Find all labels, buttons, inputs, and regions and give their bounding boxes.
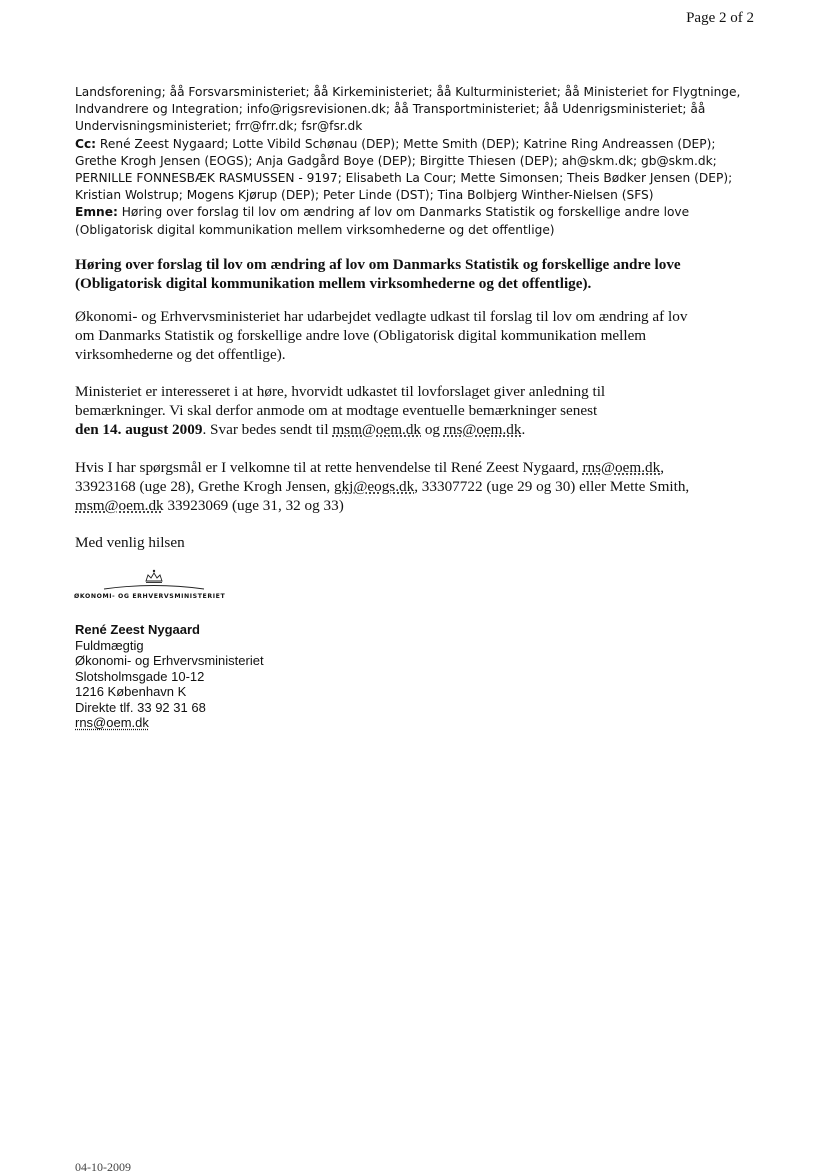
signer-title: Fuldmægtig [75,637,144,653]
document-title [75,255,765,293]
recipients-line: Indvandrere og Integration; info@rigsrevisionen.dk; åå Transportministeriet; åå Udenrigsministeriet; åå [75,102,706,117]
paragraph-intro [75,307,765,364]
subject-label: Emne: [75,205,118,220]
email-link-rns[interactable]: rns@oem.dk [443,421,522,438]
cc-line: PERNILLE FONNESBÆK RASMUSSEN - 9197; Elisabeth La Cour; Mette Simonsen; Theis Bødker Jensen (DEP); [75,171,733,186]
signer-organization: Økonomi- og Erhvervsministeriet [75,653,264,668]
cc-line: Kristian Wolstrup; Mogens Kjørup (DEP); Peter Linde (DST); Tina Bolbjerg Winther-Nielsen (SFS) [75,188,654,203]
subject-line: Høring over forslag til lov om ændring af lov om Danmarks Statistik og forskellige andre love [121,205,690,220]
email-link-gkj[interactable]: gkj@eogs.dk [333,478,415,495]
cc-line: René Zeest Nygaard; Lotte Vibild Schønau (DEP); Mette Smith (DEP); Katrine Ring Andreassen (DEP); [99,136,716,151]
signer-street: Slotsholmsgade 10-12 [75,668,205,684]
text-fragment: 33923069 (uge 31, 32 og 33) [163,497,344,514]
signature-block [75,622,264,731]
email-link-msm[interactable]: msm@oem.dk [75,497,164,514]
email-link-rns[interactable]: rns@oem.dk [582,459,661,476]
title-line: (Obligatorisk digital kommunikation mellem virksomhederne og det offentlige). [75,275,592,292]
ministry-logo [74,568,244,604]
paragraph-deadline [75,382,765,439]
email-link-msm[interactable]: msm@oem.dk [332,421,422,438]
paragraph-line [75,496,765,515]
text-fragment: Hvis I har spørgsmål er I velkomne til at rette henvendelse til René Zeest Nygaard, [75,459,583,476]
paragraph-contacts [75,458,765,515]
paragraph-line [75,477,765,496]
recipients-line: Landsforening; åå Forsvarsministeriet; åå Kirkeministeriet; åå Kulturministeriet; åå Ministeriet for Flygtninge, [75,85,741,99]
crown-icon [74,568,244,592]
cc-label: Cc: [75,136,97,151]
title-line: Høring over forslag til lov om ændring af lov om Danmarks Statistik og forskellige andre love [75,256,681,273]
text-fragment: . Svar bedes sendt til [202,421,333,438]
text-fragment: og [421,421,444,438]
paragraph-line [75,420,765,439]
text-fragment: , [660,459,664,476]
paragraph-line: Ministeriet er interesseret i at høre, hvorvidt udkastet til lovforslaget giver anledning til [75,383,606,400]
page-number: Page 2 of 2 [686,10,754,26]
signer-city: 1216 København K [75,684,187,699]
subject-line: (Obligatorisk digital kommunikation mellem virksomhederne og det offentlige) [75,222,555,237]
footer-date: 04-10-2009 [75,1160,131,1174]
paragraph-line: om Danmarks Statistik og forskellige andre love (Obligatorisk digital kommunikation mellem [75,327,647,344]
signer-name: René Zeest Nygaard [75,622,200,637]
logo-wordmark: ØKONOMI- OG ERHVERVSMINISTERIET [74,593,226,600]
paragraph-line: bemærkninger. Vi skal derfor anmode om at modtage eventuelle bemærkninger senest [75,402,598,419]
paragraph-line: Økonomi- og Erhvervsministeriet har udarbejdet vedlagte udkast til forslag til lov om ændring af lov [75,308,688,325]
recipients-line: Undervisningsministeriet; frr@frr.dk; fsr@fsr.dk [75,119,363,134]
paragraph-line [75,458,765,477]
text-fragment: 33923168 (uge 28), Grethe Krogh Jensen, [75,478,334,495]
closing-greeting: Med venlig hilsen [75,534,185,551]
signer-email-link[interactable]: rns@oem.dk [75,715,149,730]
signer-phone: Direkte tlf. 33 92 31 68 [75,699,206,715]
text-fragment: , 33307722 (uge 29 og 30) eller Mette Smith, [414,478,690,495]
cc-line: Grethe Krogh Jensen (EOGS); Anja Gadgård Boye (DEP); Birgitte Thiesen (DEP); ah@skm.dk; gb@skm.dk; [75,153,717,168]
email-header [75,84,755,239]
deadline-date: den 14. august 2009 [75,421,203,438]
text-fragment: . [521,421,526,438]
paragraph-line: virksomhederne og det offentlige). [75,346,286,363]
